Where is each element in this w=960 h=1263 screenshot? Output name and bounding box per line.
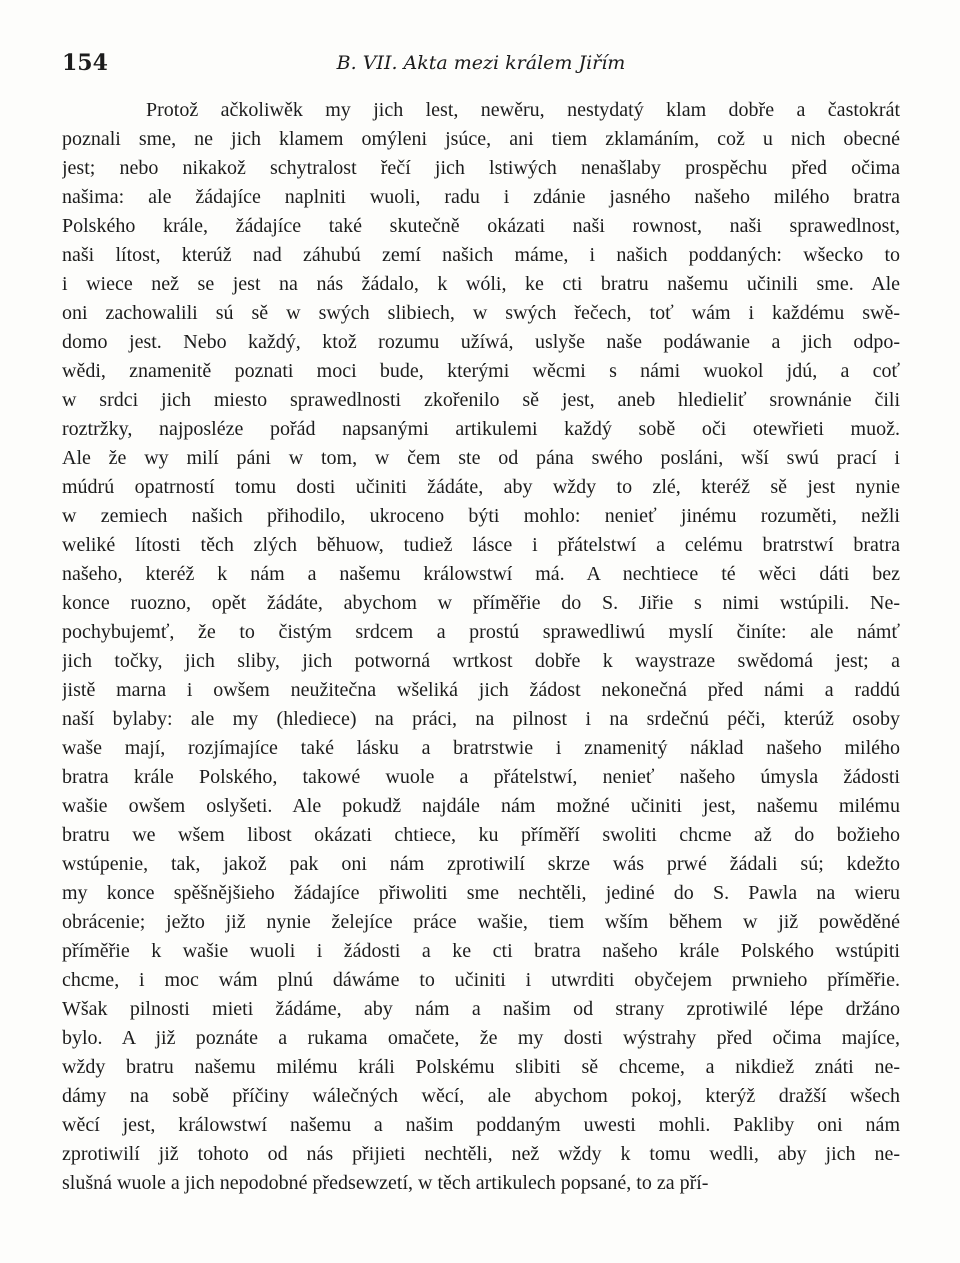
text-line: múdrú opatrností tomu dosti učiniti žádáte, aby wždy to zlé, kteréž sě jest nynie — [62, 476, 900, 498]
text-line: wašie owšem oslyšeti. Ale pokudž najdále nám možné učiniti jest, našemu milému — [62, 795, 900, 817]
text-line: dámy na sobě příčiny wálečných wěcí, ale abychom pokoj, kterýž dražší wšech — [62, 1085, 900, 1107]
text-line: i wiece než se jest na nás žádalo, k wóli, ke cti bratru našemu učinili sme. Ale — [62, 273, 900, 295]
text-line: jest; nebo nikakož schytralost řečí jich lstiwých nenašlaby prospěchu před očima — [62, 157, 900, 179]
text-line: oni zachowalili sú sě w swých slibiech, w swých řečech, toť wám i každému swě- — [62, 302, 900, 324]
text-line: domo jest. Nebo každý, ktož rozumu užíwá, uslyše naše podáwanie a jich odpo- — [62, 331, 900, 353]
text-line: Wšak pilnosti mieti žádáme, aby nám a našim od strany zprotiwilé lépe držáno — [62, 998, 900, 1020]
text-line: Polského krále, žádajíce také skutečně okázati naši rownost, naši sprawedlnost, — [62, 215, 900, 237]
text-line: weliké lítosti těch zlých běhuow, tudiež lásce i přátelstwí a celému bratrstwí bratra — [62, 534, 900, 556]
text-line: naši lítost, kterúž nad záhubú zemí našich máme, i našich poddaných: wšecko to — [62, 244, 900, 266]
text-line: našima: ale žádajíce naplniti wuoli, radu i zdánie jasného našeho milého bratra — [62, 186, 900, 208]
text-line: bylo. A již poznáte a rukama omačete, že my dosti wýstrahy před očima majíce, — [62, 1027, 900, 1049]
text-line: roztržky, najposléze pořád napsanými artikulemi každý sobě oči otewřieti muož. — [62, 418, 900, 440]
text-line: jistě marna i owšem neužitečna wšeliká jich žádost nekonečná před námi a raddú — [62, 679, 900, 701]
text-line: naší bylaby: ale my (hlediece) na práci, na pilnost i na srdečnú péči, kterúž osoby — [62, 708, 900, 730]
text-line: bratru we wšem libost okázati chtiece, ku příměří swoliti chcme až do božieho — [62, 824, 900, 846]
text-line: bratra krále Polského, takowé wuole a přátelstwí, nenieť našeho úmysla žádosti — [62, 766, 900, 788]
text-line: obrácenie; ježto již nynie želejíce práce wašie, tiem wším během w již powěděné — [62, 911, 900, 933]
text-line: pochybujemť, že to čistým srdcem a prostú sprawedliwú myslí činíte: ale námť — [62, 621, 900, 643]
text-line: našeho, kteréž k nám a našemu králowstwí má. A nechtiece té wěci dáti bez — [62, 563, 900, 585]
text-line: slušná wuole a jich nepodobné předsewzetí, w těch artikulech popsané, to za pří- — [62, 1172, 709, 1194]
text-line: wěcí jest, králowstwí našemu a našim poddaným uwesti mohli. Pakliby oni nám — [62, 1114, 900, 1136]
text-line: wždy bratru našemu milému králi Polskému slibiti sě chceme, a nikdiež znáti ne- — [62, 1056, 900, 1078]
text-line: poznali sme, ne jich klamem omýleni jsúce, ani tiem zklamáním, což u nich obecné — [62, 128, 900, 150]
text-line: w srdci jich miesto sprawedlnosti zkořenilo sě jest, aneb hledieliť srownánie čili — [62, 389, 900, 411]
text-line: Ale že wy milí páni w tom, w čem ste od pána swého posláni, wší swú prací i — [62, 447, 900, 469]
text-line: jich točky, jich sliby, jich potworná wrtkost dobře k waystraze swědomá jest; a — [62, 650, 900, 672]
text-line: konce ruozno, opět žádáte, abychom w příměřie do S. Jiřie s nimi wstúpili. Ne- — [62, 592, 900, 614]
text-line: Protož ačkoliwěk my jich lest, newěru, nestydatý klam dobře a častokrát — [146, 99, 900, 121]
text-line: wstúpenie, tak, jakož pak oni nám zprotiwilí skrze wás prwé žádali sú; kdežto — [62, 853, 900, 875]
text-line: chcme, i moc wám plnú dáwáme to učiniti i utwrditi obyčejem prwnieho příměřie. — [62, 969, 900, 991]
page-number: 154 — [62, 50, 108, 76]
text-line: w zemiech našich přihodilo, ukroceno býti mohlo: nenieť jinému rozuměti, nežli — [62, 505, 900, 527]
running-title: B. VII. Akta mezi králem Jiřím — [336, 52, 626, 74]
body-text — [62, 96, 900, 1198]
text-line: waše mají, rozjímajíce také lásku a bratrstwie i znamenitý náklad našeho milého — [62, 737, 900, 759]
text-line: my konce spěšnějšieho žádajíce přiwoliti sme nechtěli, jediné do S. Pawla na wieru — [62, 882, 900, 904]
page-header — [62, 50, 900, 84]
text-line: wědi, znamenitě poznati moci bude, kterými wěcmi s námi wuokol jdú, a coť — [62, 360, 900, 382]
text-line: příměřie k wašie wuoli i žádosti a ke cti bratra našeho krále Polského wstúpiti — [62, 940, 900, 962]
text-line: zprotiwilí již tohoto od nás přijieti nechtěli, než wždy k tomu wedli, aby jich ne- — [62, 1143, 900, 1165]
